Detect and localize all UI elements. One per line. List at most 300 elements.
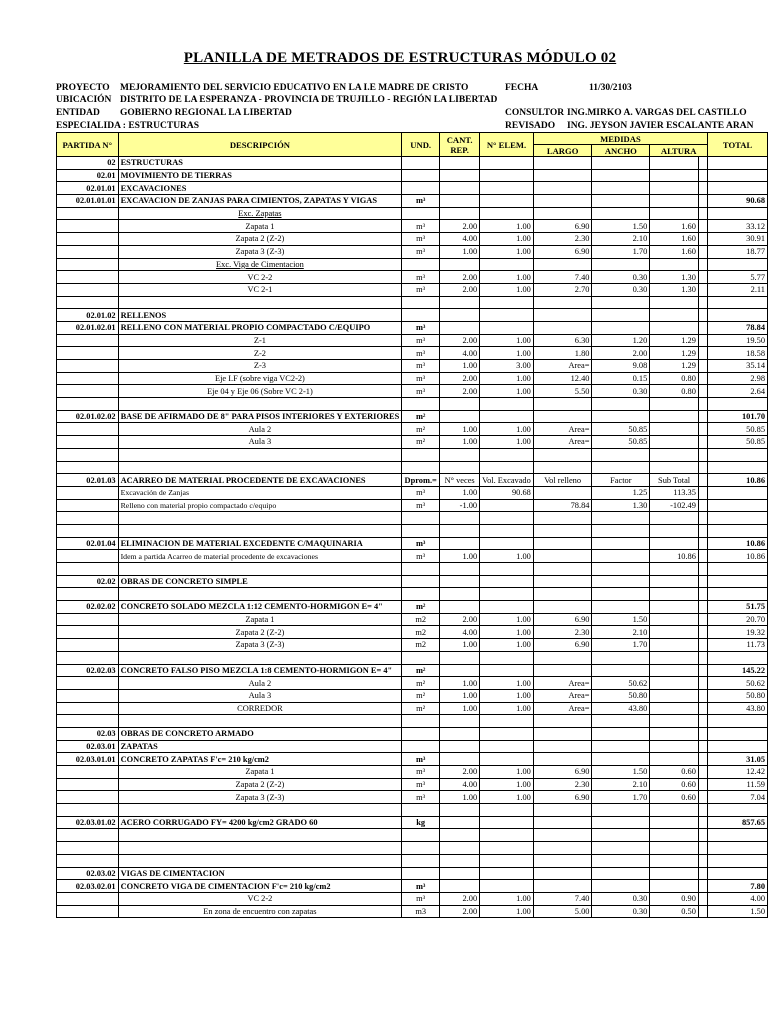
cell-largo xyxy=(533,664,592,677)
cell-extra xyxy=(698,905,707,918)
cell-cant xyxy=(440,448,480,461)
cell-largo xyxy=(533,753,592,766)
cell-total: 30.91 xyxy=(708,233,768,246)
table-row xyxy=(57,309,768,322)
table-row xyxy=(57,791,768,804)
cell-total xyxy=(708,575,768,588)
cell-cant: 2.00 xyxy=(440,334,480,347)
cell-altura xyxy=(650,169,699,182)
cell-altura xyxy=(650,880,699,893)
table-row xyxy=(57,283,768,296)
cell-descripcion: Eje I.F (sobre viga VC2-2) xyxy=(118,372,402,385)
cell-elem xyxy=(480,410,534,423)
cell-elem: 1.00 xyxy=(480,347,534,360)
cell-partida xyxy=(57,639,119,652)
table-row xyxy=(57,766,768,779)
cell-elem xyxy=(480,804,534,817)
cell-elem: 1.00 xyxy=(480,639,534,652)
cell-descripcion xyxy=(118,296,402,309)
cell-largo: 1.80 xyxy=(533,347,592,360)
cell-extra xyxy=(698,271,707,284)
cell-elem: 1.00 xyxy=(480,220,534,233)
cell-largo xyxy=(533,651,592,664)
cell-partida xyxy=(57,398,119,411)
cell-und: m² xyxy=(402,601,440,614)
cell-descripcion: VIGAS DE CIMENTACION xyxy=(118,867,402,880)
cell-ancho xyxy=(592,727,650,740)
cell-descripcion: CORREDOR xyxy=(118,702,402,715)
cell-extra xyxy=(698,778,707,791)
table-row xyxy=(57,245,768,258)
cell-largo xyxy=(533,321,592,334)
cell-descripcion: En zona de encuentro con zapatas xyxy=(118,905,402,918)
cell-descripcion: ZAPATAS xyxy=(118,740,402,753)
cell-und xyxy=(402,296,440,309)
cell-cant: 1.00 xyxy=(440,486,480,499)
cell-total: 2.98 xyxy=(708,372,768,385)
cell-elem xyxy=(480,575,534,588)
table-row xyxy=(57,854,768,867)
cell-altura xyxy=(650,740,699,753)
cell-total xyxy=(708,867,768,880)
table-row xyxy=(57,639,768,652)
cell-elem: 1.00 xyxy=(480,385,534,398)
cell-extra xyxy=(698,842,707,855)
table-row xyxy=(57,207,768,220)
cell-ancho xyxy=(592,854,650,867)
cell-altura xyxy=(650,702,699,715)
cell-und xyxy=(402,207,440,220)
cell-ancho xyxy=(592,753,650,766)
cell-largo xyxy=(533,524,592,537)
cell-cant: 1.00 xyxy=(440,639,480,652)
cell-elem xyxy=(480,296,534,309)
table-row xyxy=(57,753,768,766)
cell-cant xyxy=(440,563,480,576)
cell-altura xyxy=(650,207,699,220)
cell-elem xyxy=(480,880,534,893)
cell-largo xyxy=(533,601,592,614)
cell-total: 10.86 xyxy=(708,474,768,487)
cell-und: m³ xyxy=(402,537,440,550)
cell-elem xyxy=(480,601,534,614)
cell-und xyxy=(402,842,440,855)
cell-descripcion: Zapata 1 xyxy=(118,613,402,626)
cell-cant xyxy=(440,410,480,423)
cell-largo xyxy=(533,563,592,576)
cell-elem: 1.00 xyxy=(480,778,534,791)
cell-cant: 1.00 xyxy=(440,550,480,563)
cell-ancho xyxy=(592,804,650,817)
cell-cant: 2.00 xyxy=(440,905,480,918)
cell-total xyxy=(708,804,768,817)
cell-extra xyxy=(698,550,707,563)
cell-cant xyxy=(440,715,480,728)
cell-extra xyxy=(698,423,707,436)
cell-und xyxy=(402,854,440,867)
cell-total: 2.64 xyxy=(708,385,768,398)
cell-altura xyxy=(650,689,699,702)
cell-largo xyxy=(533,207,592,220)
cell-altura xyxy=(650,715,699,728)
cell-descripcion: Z-3 xyxy=(118,360,402,373)
cell-cant: 4.00 xyxy=(440,626,480,639)
table-row xyxy=(57,842,768,855)
cell-partida xyxy=(57,245,119,258)
cell-largo: Area= xyxy=(533,677,592,690)
cell-extra xyxy=(698,613,707,626)
table-row xyxy=(57,689,768,702)
cell-extra xyxy=(698,854,707,867)
table-row xyxy=(57,461,768,474)
table-row xyxy=(57,157,768,170)
cell-total: 7.04 xyxy=(708,791,768,804)
cell-descripcion: VC 2-1 xyxy=(118,283,402,296)
cell-total: 19.32 xyxy=(708,626,768,639)
cell-elem: 3.00 xyxy=(480,360,534,373)
cell-ancho: 0.30 xyxy=(592,283,650,296)
cell-extra xyxy=(698,347,707,360)
cell-partida xyxy=(57,347,119,360)
cell-largo xyxy=(533,715,592,728)
cell-largo: 6.90 xyxy=(533,220,592,233)
cell-ancho xyxy=(592,296,650,309)
cell-descripcion: Zapata 2 (Z-2) xyxy=(118,233,402,246)
cell-und xyxy=(402,563,440,576)
cell-partida xyxy=(57,448,119,461)
cell-ancho: 1.25 xyxy=(592,486,650,499)
cell-partida xyxy=(57,715,119,728)
cell-extra xyxy=(698,309,707,322)
cell-ancho xyxy=(592,182,650,195)
cell-partida xyxy=(57,854,119,867)
cell-extra xyxy=(698,740,707,753)
cell-total: 12.42 xyxy=(708,766,768,779)
cell-partida xyxy=(57,512,119,525)
cell-descripcion: MOVIMIENTO DE TIERRAS xyxy=(118,169,402,182)
cell-elem xyxy=(480,499,534,512)
cell-ancho xyxy=(592,816,650,829)
cell-altura xyxy=(650,195,699,208)
cell-extra xyxy=(698,702,707,715)
cell-und: m² xyxy=(402,702,440,715)
cell-descripcion: OBRAS DE CONCRETO SIMPLE xyxy=(118,575,402,588)
cell-altura: 1.30 xyxy=(650,271,699,284)
cell-altura xyxy=(650,651,699,664)
revisado-label: REVISADO xyxy=(505,121,556,131)
cell-altura xyxy=(650,524,699,537)
table-row xyxy=(57,664,768,677)
cell-ancho xyxy=(592,740,650,753)
cell-altura xyxy=(650,258,699,271)
revisado-value: ING. JEYSON JAVIER ESCALANTE ARAN xyxy=(567,121,754,131)
table-row xyxy=(57,296,768,309)
cell-und xyxy=(402,398,440,411)
cell-extra xyxy=(698,385,707,398)
cell-altura xyxy=(650,398,699,411)
table-row xyxy=(57,347,768,360)
table-row xyxy=(57,613,768,626)
cell-extra xyxy=(698,398,707,411)
cell-partida xyxy=(57,233,119,246)
cell-partida: 02 xyxy=(57,157,119,170)
cell-elem: 1.00 xyxy=(480,334,534,347)
cell-extra xyxy=(698,537,707,550)
cell-largo xyxy=(533,588,592,601)
cell-partida xyxy=(57,766,119,779)
cell-cant xyxy=(440,575,480,588)
cell-largo xyxy=(533,195,592,208)
cell-extra xyxy=(698,182,707,195)
cell-ancho xyxy=(592,537,650,550)
cell-cant: 2.00 xyxy=(440,766,480,779)
cell-descripcion: Zapata 1 xyxy=(118,766,402,779)
cell-descripcion: Exc. Zapatas xyxy=(118,207,402,220)
cell-largo: 2.70 xyxy=(533,283,592,296)
cell-total xyxy=(708,182,768,195)
cell-und xyxy=(402,169,440,182)
cell-und: m2 xyxy=(402,613,440,626)
cell-altura: 1.60 xyxy=(650,233,699,246)
cell-ancho xyxy=(592,842,650,855)
col-und: UND. xyxy=(402,133,440,157)
cell-altura xyxy=(650,157,699,170)
cell-cant: 1.00 xyxy=(440,702,480,715)
cell-und: m³ xyxy=(402,283,440,296)
cell-ancho xyxy=(592,207,650,220)
cell-ancho: 1.20 xyxy=(592,334,650,347)
table-row xyxy=(57,867,768,880)
cell-altura: 10.86 xyxy=(650,550,699,563)
cell-partida xyxy=(57,423,119,436)
col-cant: CANT. REP. xyxy=(440,133,480,157)
especialidad-label: ESPECIALIDA : ESTRUCTURAS xyxy=(56,121,200,131)
cell-extra xyxy=(698,563,707,576)
cell-total xyxy=(708,563,768,576)
cell-cant: 1.00 xyxy=(440,245,480,258)
cell-altura xyxy=(650,639,699,652)
cell-ancho xyxy=(592,601,650,614)
cell-und xyxy=(402,461,440,474)
cell-elem xyxy=(480,715,534,728)
cell-total: 50.62 xyxy=(708,677,768,690)
cell-largo: 2.30 xyxy=(533,233,592,246)
entidad-label: ENTIDAD xyxy=(56,108,100,118)
cell-descripcion: EXCAVACIONES xyxy=(118,182,402,195)
cell-extra xyxy=(698,207,707,220)
cell-und: m3 xyxy=(402,905,440,918)
cell-cant: 2.00 xyxy=(440,271,480,284)
cell-und xyxy=(402,182,440,195)
cell-cant xyxy=(440,537,480,550)
table-row xyxy=(57,321,768,334)
cell-ancho: 1.30 xyxy=(592,499,650,512)
cell-total xyxy=(708,524,768,537)
cell-altura: 0.60 xyxy=(650,778,699,791)
cell-largo xyxy=(533,398,592,411)
cell-largo xyxy=(533,550,592,563)
cell-altura: 0.90 xyxy=(650,892,699,905)
table-row xyxy=(57,816,768,829)
cell-elem xyxy=(480,182,534,195)
cell-und: m³ xyxy=(402,220,440,233)
cell-descripcion: ACERO CORRUGADO FY= 4200 kg/cm2 GRADO 60 xyxy=(118,816,402,829)
cell-und: m² xyxy=(402,410,440,423)
cell-extra xyxy=(698,727,707,740)
cell-elem xyxy=(480,753,534,766)
cell-largo: Area= xyxy=(533,423,592,436)
cell-und xyxy=(402,867,440,880)
cell-cant xyxy=(440,207,480,220)
cell-descripcion xyxy=(118,588,402,601)
cell-und: m³ xyxy=(402,753,440,766)
cell-altura: Sub Total xyxy=(650,474,699,487)
cell-elem xyxy=(480,461,534,474)
cell-ancho: 0.30 xyxy=(592,271,650,284)
cell-descripcion: Aula 2 xyxy=(118,423,402,436)
cell-total xyxy=(708,854,768,867)
cell-extra xyxy=(698,157,707,170)
cell-extra xyxy=(698,677,707,690)
cell-cant: -1.00 xyxy=(440,499,480,512)
table-row xyxy=(57,563,768,576)
col-descripcion: DESCRIPCIÓN xyxy=(118,133,402,157)
cell-cant: 4.00 xyxy=(440,347,480,360)
cell-descripcion: Excavación de Zanjas xyxy=(118,486,402,499)
cell-cant xyxy=(440,588,480,601)
cell-extra xyxy=(698,321,707,334)
cell-total xyxy=(708,461,768,474)
cell-extra xyxy=(698,689,707,702)
cell-total xyxy=(708,829,768,842)
cell-cant xyxy=(440,296,480,309)
table-row xyxy=(57,829,768,842)
cell-total xyxy=(708,398,768,411)
cell-elem xyxy=(480,664,534,677)
cell-ancho: 0.30 xyxy=(592,892,650,905)
cell-altura xyxy=(650,461,699,474)
cell-elem: 1.00 xyxy=(480,283,534,296)
cell-largo: 6.90 xyxy=(533,791,592,804)
cell-cant xyxy=(440,601,480,614)
cell-cant xyxy=(440,880,480,893)
cell-partida: 02.01.02.02 xyxy=(57,410,119,423)
cell-cant xyxy=(440,664,480,677)
cell-elem xyxy=(480,829,534,842)
cell-largo xyxy=(533,258,592,271)
col-elem: N° ELEM. xyxy=(480,133,534,157)
cell-cant: 4.00 xyxy=(440,233,480,246)
cell-total: 50.85 xyxy=(708,436,768,449)
cell-extra xyxy=(698,626,707,639)
cell-altura xyxy=(650,626,699,639)
cell-cant xyxy=(440,398,480,411)
cell-descripcion: CONCRETO FALSO PISO MEZCLA 1:8 CEMENTO-HORMIGON E= 4" xyxy=(118,664,402,677)
page-title: PLANILLA DE METRADOS DE ESTRUCTURAS MÓDULO 02 xyxy=(183,50,617,66)
cell-descripcion xyxy=(118,829,402,842)
cell-partida: 02.03.02.01 xyxy=(57,880,119,893)
cell-und: m³ xyxy=(402,334,440,347)
cell-descripcion: CONCRETO ZAPATAS F'c= 210 kg/cm2 xyxy=(118,753,402,766)
cell-largo: Area= xyxy=(533,360,592,373)
cell-partida xyxy=(57,677,119,690)
cell-elem xyxy=(480,588,534,601)
cell-extra xyxy=(698,474,707,487)
cell-largo: 2.30 xyxy=(533,778,592,791)
cell-partida xyxy=(57,436,119,449)
cell-partida xyxy=(57,258,119,271)
cell-ancho: 50.62 xyxy=(592,677,650,690)
cell-total: 5.77 xyxy=(708,271,768,284)
table-row xyxy=(57,233,768,246)
cell-altura xyxy=(650,512,699,525)
cell-altura: 0.80 xyxy=(650,385,699,398)
cell-extra xyxy=(698,664,707,677)
cell-und: Dprom.= xyxy=(402,474,440,487)
cell-descripcion xyxy=(118,651,402,664)
cell-total xyxy=(708,309,768,322)
cell-extra xyxy=(698,715,707,728)
table-row xyxy=(57,715,768,728)
cell-und: m³ xyxy=(402,195,440,208)
fecha-value: 11/30/2103 xyxy=(589,83,632,93)
cell-descripcion: Zapata 3 (Z-3) xyxy=(118,791,402,804)
cell-descripcion: Aula 3 xyxy=(118,436,402,449)
cell-und xyxy=(402,715,440,728)
table-row xyxy=(57,651,768,664)
table-body xyxy=(57,157,768,918)
cell-descripcion xyxy=(118,461,402,474)
cell-cant: 2.00 xyxy=(440,283,480,296)
cell-altura: 1.30 xyxy=(650,283,699,296)
cell-total xyxy=(708,727,768,740)
cell-ancho xyxy=(592,524,650,537)
cell-elem: 1.00 xyxy=(480,766,534,779)
table-row xyxy=(57,778,768,791)
cell-elem: 1.00 xyxy=(480,271,534,284)
table-row xyxy=(57,474,768,487)
cell-elem xyxy=(480,867,534,880)
cell-cant xyxy=(440,740,480,753)
cell-largo xyxy=(533,410,592,423)
cell-ancho xyxy=(592,829,650,842)
col-largo: LARGO xyxy=(533,145,592,157)
cell-ancho xyxy=(592,575,650,588)
cell-total xyxy=(708,715,768,728)
table-row xyxy=(57,398,768,411)
cell-elem: 1.00 xyxy=(480,702,534,715)
cell-largo xyxy=(533,854,592,867)
cell-extra xyxy=(698,524,707,537)
cell-ancho: 1.50 xyxy=(592,613,650,626)
cell-extra xyxy=(698,296,707,309)
table-row xyxy=(57,410,768,423)
cell-elem xyxy=(480,651,534,664)
cell-und xyxy=(402,524,440,537)
cell-cant xyxy=(440,842,480,855)
cell-extra xyxy=(698,892,707,905)
cell-altura xyxy=(650,321,699,334)
cell-partida xyxy=(57,791,119,804)
cell-partida: 02.02.03 xyxy=(57,664,119,677)
cell-altura xyxy=(650,182,699,195)
cell-partida xyxy=(57,588,119,601)
cell-total xyxy=(708,588,768,601)
cell-total xyxy=(708,842,768,855)
cell-total xyxy=(708,512,768,525)
cell-ancho: 50.85 xyxy=(592,423,650,436)
cell-total xyxy=(708,207,768,220)
